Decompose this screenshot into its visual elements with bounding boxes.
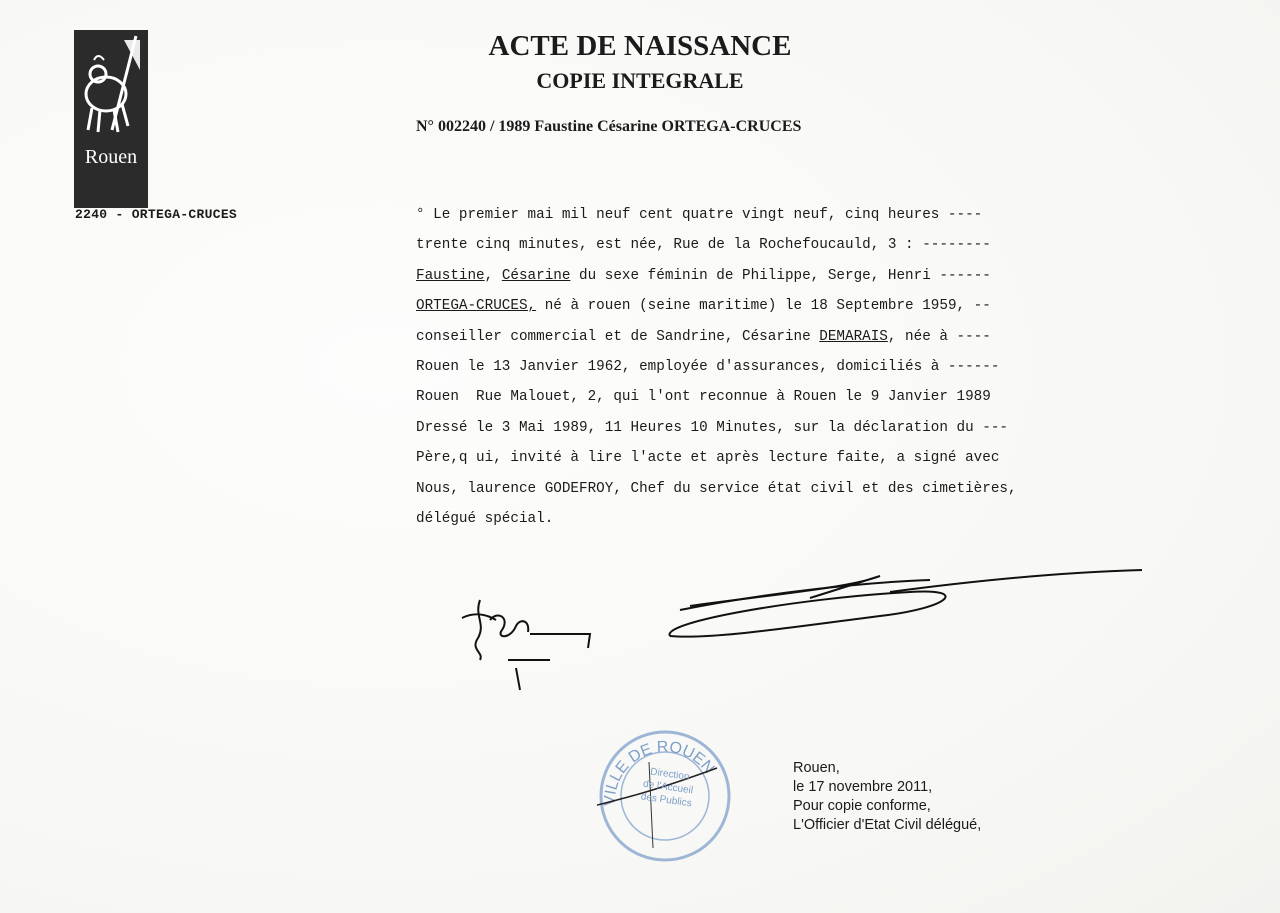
act-line: Nous, laurence GODEFROY, Chef du service état civil et des cimetières, xyxy=(416,480,1017,497)
officer-signature xyxy=(650,562,1150,647)
document-subtitle: COPIE INTEGRALE xyxy=(536,68,744,93)
act-line: Rouen Rue Malouet, 2, qui l'ont reconnue à Rouen le 9 Janvier 1989 xyxy=(416,389,991,406)
certification-footer xyxy=(793,759,981,835)
act-line: ° Le premier mai mil neuf cent quatre vingt neuf, cinq heures ---- xyxy=(416,207,983,223)
footer-date: le 17 novembre 2011, xyxy=(793,779,933,795)
underlined-surname: ORTEGA-CRUCES, xyxy=(416,298,537,315)
act-line: conseiller commercial et de Sandrine, Césarine DEMARAIS, née à ---- xyxy=(416,328,991,345)
underlined-first-name: Faustine xyxy=(416,267,485,284)
act-line: trente cinq minutes, est née, Rue de la Rochefoucauld, 3 : -------- xyxy=(416,237,991,254)
footer-officer: L'Officier d'Etat Civil délégué, xyxy=(793,817,982,833)
stamp-ring-text: VILLE DE ROUEN xyxy=(601,738,718,807)
act-line: Dressé le 3 Mai 1989, 11 Heures 10 Minutes, sur la déclaration du --- xyxy=(416,419,1008,436)
document-title: ACTE DE NAISSANCE xyxy=(488,30,792,62)
footer-city: Rouen, xyxy=(793,760,840,776)
act-line: délégué spécial. xyxy=(416,510,554,527)
rouen-logo xyxy=(74,30,148,208)
lamb-emblem-icon xyxy=(74,30,148,208)
act-reference: 2240 - ORTEGA-CRUCES xyxy=(75,207,238,222)
footer-copy-note: Pour copie conforme, xyxy=(793,798,931,814)
underlined-mother-surname: DEMARAIS xyxy=(819,328,888,345)
act-line: ORTEGA-CRUCES, né à rouen (seine maritime) le 18 Septembre 1959, -- xyxy=(416,298,991,315)
declarant-signature xyxy=(440,590,610,700)
act-line: Faustine, Césarine du sexe féminin de Philippe, Serge, Henri ------ xyxy=(416,267,991,284)
stamp-center-text: Direction de l'Accueil des Publics xyxy=(640,766,694,810)
act-line: Rouen le 13 Janvier 1962, employée d'assurances, domiciliés à ------ xyxy=(416,358,1000,375)
act-number-line: N° 002240 / 1989 Faustine Césarine ORTEGA-CRUCES xyxy=(416,118,802,135)
act-body xyxy=(416,202,1236,536)
logo-city-name: Rouen xyxy=(84,146,138,168)
act-line: Père,q ui, invité à lire l'acte et après lecture faite, a signé avec xyxy=(416,450,1000,467)
underlined-middle-name: Césarine xyxy=(501,267,571,284)
